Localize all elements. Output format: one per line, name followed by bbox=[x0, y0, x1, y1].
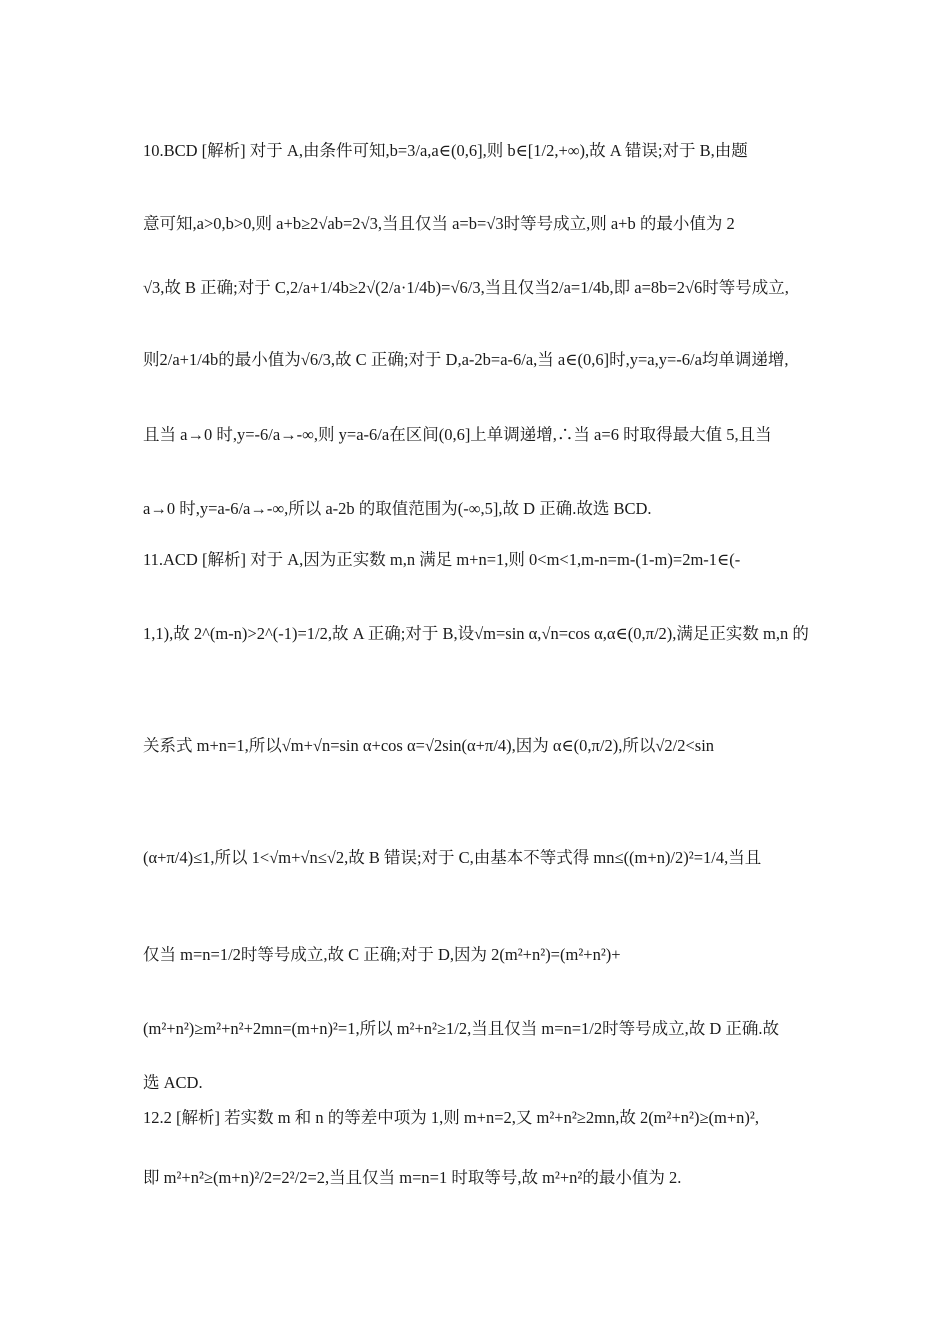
solution-11-line-4: (α+π/4)≤1,所以 1<√m+√n≤√2,故 B 错误;对于 C,由基本不等式得 mn≤((m+n)/2)²=1/4,当且 bbox=[143, 848, 762, 867]
solution-10-line-1: 10.BCD [解析] 对于 A,由条件可知,b=3/a,a∈(0,6],则 b∈[1/2,+∞),故 A 错误;对于 B,由题 bbox=[143, 141, 748, 160]
solution-10-line-5: 且当 a→0 时,y=-6/a→-∞,则 y=a-6/a在区间(0,6]上单调递增,∴当 a=6 时取得最大值 5,且当 bbox=[143, 425, 772, 444]
solution-11-line-2: 1,1),故 2^(m-n)>2^(-1)=1/2,故 A 正确;对于 B,设√m=sin α,√n=cos α,α∈(0,π/2),满足正实数 m,n 的 bbox=[143, 624, 809, 643]
solution-11-line-7: 选 ACD. bbox=[143, 1073, 203, 1092]
solution-12-line-1: 12.2 [解析] 若实数 m 和 n 的等差中项为 1,则 m+n=2,又 m²+n²≥2mn,故 2(m²+n²)≥(m+n)², bbox=[143, 1108, 759, 1127]
solution-10-line-6: a→0 时,y=a-6/a→-∞,所以 a-2b 的取值范围为(-∞,5],故 D 正确.故选 BCD. bbox=[143, 499, 652, 518]
solution-10-line-4: 则2/a+1/4b的最小值为√6/3,故 C 正确;对于 D,a-2b=a-6/a,当 a∈(0,6]时,y=a,y=-6/a均单调递增, bbox=[143, 350, 789, 369]
solution-11-line-3: 关系式 m+n=1,所以√m+√n=sin α+cos α=√2sin(α+π/4),因为 α∈(0,π/2),所以√2/2<sin bbox=[143, 736, 715, 755]
solution-10-line-2: 意可知,a>0,b>0,则 a+b≥2√ab=2√3,当且仅当 a=b=√3时等号成立,则 a+b 的最小值为 2 bbox=[143, 214, 735, 233]
solution-10-line-3: √3,故 B 正确;对于 C,2/a+1/4b≥2√(2/a·1/4b)=√6/3,当且仅当2/a=1/4b,即 a=8b=2√6时等号成立, bbox=[143, 278, 789, 297]
solution-11-line-6: (m²+n²)≥m²+n²+2mn=(m+n)²=1,所以 m²+n²≥1/2,当且仅当 m=n=1/2时等号成立,故 D 正确.故 bbox=[143, 1019, 780, 1038]
solution-11-line-1: 11.ACD [解析] 对于 A,因为正实数 m,n 满足 m+n=1,则 0<m<1,m-n=m-(1-m)=2m-1∈(- bbox=[143, 550, 741, 569]
solution-11-line-5: 仅当 m=n=1/2时等号成立,故 C 正确;对于 D,因为 2(m²+n²)=(m²+n²)+ bbox=[143, 945, 621, 964]
solution-12-line-2: 即 m²+n²≥(m+n)²/2=2²/2=2,当且仅当 m=n=1 时取等号,故 m²+n²的最小值为 2. bbox=[143, 1168, 682, 1187]
